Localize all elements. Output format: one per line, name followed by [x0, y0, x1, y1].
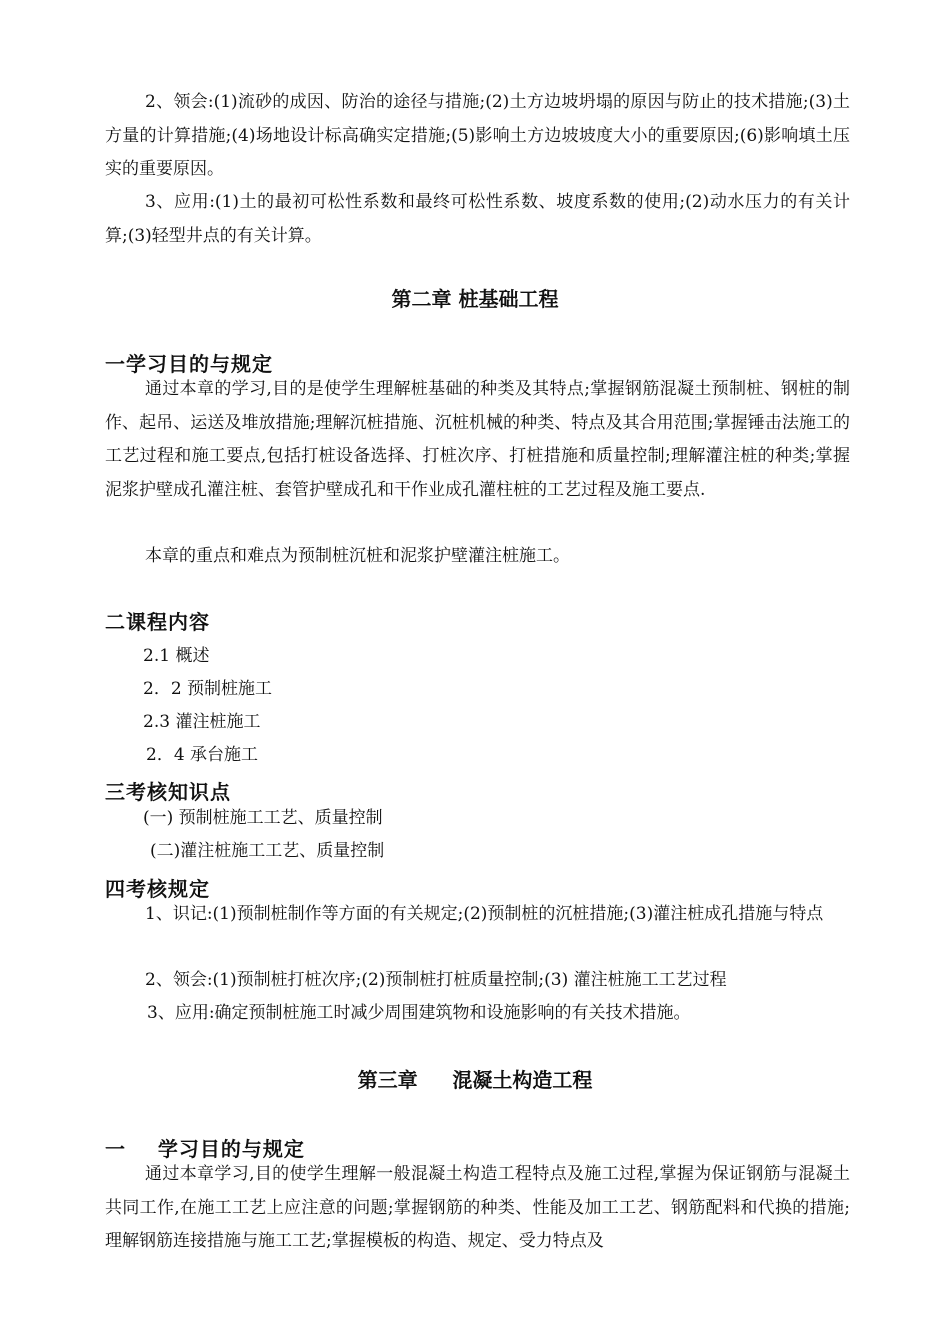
ch3-heading-objectives: 一 学习目的与规定 [105, 1137, 305, 1161]
ch3-objectives-paragraph: 通过本章学习,目的使学生理解一般混凝土构造工程特点及施工过程,掌握为保证钢筋与混凝土共同工作,在施工工艺上应注意的问题;掌握钢筋的种类、性能及加工工艺、钢筋配料和代换的措施;理解钢筋连接措施与施工工艺;掌握模板的构造、规定、受力特点及 [105, 1164, 850, 1251]
ch2-apply-line: 3、应用:确定预制桩施工时减少周围建筑物和设施影响的有关技术措施。 [147, 1003, 691, 1023]
ch2-memorize-paragraph: 1、识记:(1)预制桩制作等方面的有关规定;(2)预制桩的沉桩措施;(3)灌注桩成孔措施与特点 [145, 904, 824, 924]
content-item: 2．2 预制桩施工 [143, 679, 273, 699]
ch1-comprehend-paragraph: 2、领会:(1)流砂的成因、防治的途径与措施;(2)土方边坡坍塌的原因与防止的技术措施;(3)土方量的计算措施;(4)场地设计标高确实定措施;(5)影响土方边坡坡度大小的重要原因;(6)影响填土压实的重要原因。 [105, 92, 850, 179]
knowledge-item: (一) 预制桩施工工艺、质量控制 [143, 808, 383, 828]
content-item: 2.1 概述 [143, 646, 210, 666]
ch2-key-points-paragraph: 本章的重点和难点为预制桩沉桩和泥浆护壁灌注桩施工。 [145, 546, 570, 566]
content-item: 2.3 灌注桩施工 [143, 712, 261, 732]
ch2-heading-knowledge: 三考核知识点 [105, 780, 231, 804]
ch2-comprehend-line: 2、领会:(1)预制桩打桩次序;(2)预制桩打桩质量控制;(3) 灌注桩施工工艺过程 [145, 970, 727, 990]
ch2-objectives-paragraph: 通过本章的学习,目的是使学生理解桩基础的种类及其特点;掌握钢筋混凝土预制桩、钢桩的制作、起吊、运送及堆放措施;理解沉桩措施、沉桩机械的种类、特点及其合用范围;掌握锤击法施工的工艺过程和施工要点,包括打桩设备选择、打桩次序、打桩措施和质量控制;理解灌注桩的种类;掌握泥浆护壁成孔灌注桩、套管护壁成孔和干作业成孔灌柱桩的工艺过程及施工要点. [105, 379, 850, 500]
ch2-heading-assessment: 四考核规定 [105, 877, 210, 901]
knowledge-item: (二)灌注桩施工工艺、质量控制 [150, 841, 385, 861]
content-item: 2．4 承台施工 [146, 745, 259, 765]
ch1-apply-paragraph: 3、应用:(1)土的最初可松性系数和最终可松性系数、坡度系数的使用;(2)动水压力的有关计算;(3)轻型井点的有关计算。 [105, 192, 850, 246]
chapter-2-title: 第二章 桩基础工程 [391, 287, 559, 311]
ch2-heading-content: 二课程内容 [105, 610, 210, 634]
chapter-3-title: 第三章 混凝土构造工程 [357, 1068, 593, 1092]
ch2-heading-objectives: 一学习目的与规定 [105, 352, 273, 376]
